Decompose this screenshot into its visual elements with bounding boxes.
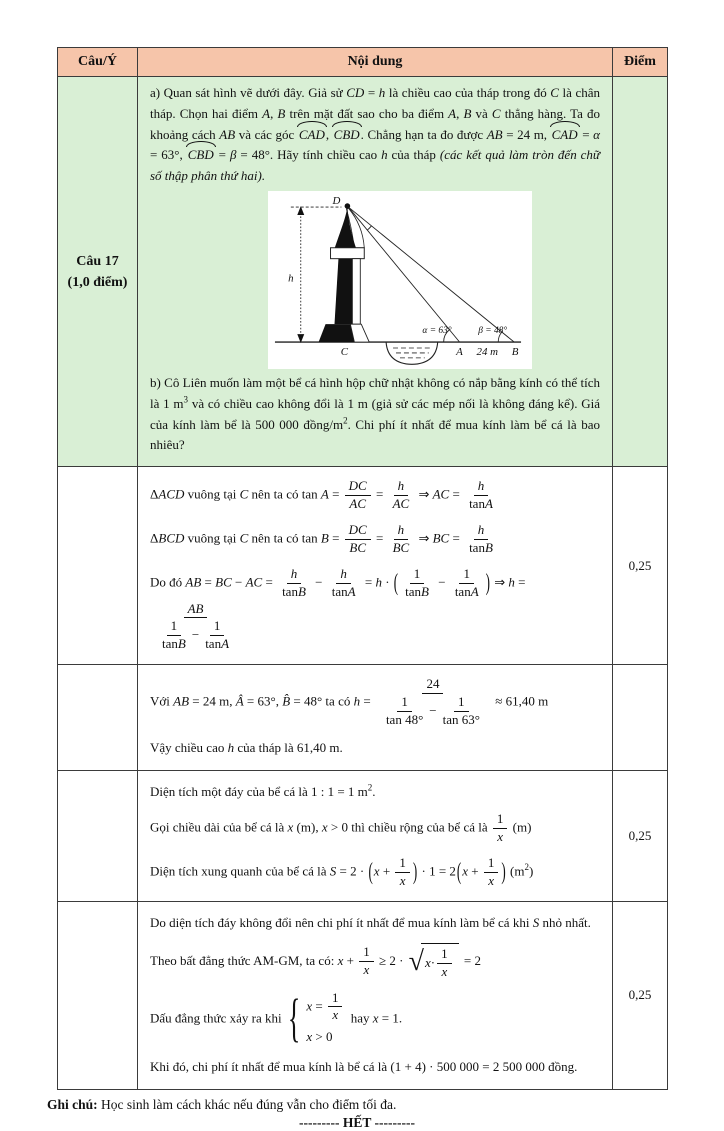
formula-line: Vậy chiều cao h của tháp là 61,40 m. [150, 739, 343, 755]
answer-row-3 [58, 770, 668, 901]
answer-4-content-cell [138, 902, 613, 1090]
answer-row-2 [58, 665, 668, 770]
tower-figure [268, 191, 532, 369]
answer-2-content-cell [138, 665, 613, 770]
answer-row-1 [58, 467, 668, 665]
figure-label-angle-a: α = 63° [422, 326, 452, 337]
answer-key-table [57, 47, 668, 1090]
footer-note-label: Ghi chú: [47, 1096, 98, 1112]
answer-3-score: 0,25 [613, 770, 668, 901]
collar [331, 248, 365, 259]
answer-4-id-cell [58, 902, 138, 1090]
table-header-row [58, 48, 668, 77]
question-content-cell [138, 77, 613, 467]
tower-silhouette [297, 203, 369, 343]
answer-3-content-cell [138, 770, 613, 901]
figure-label-distance: 24 m [476, 345, 499, 358]
formula-line: Diện tích một đáy của bể cá là 1 : 1 = 1 $m^2$. [150, 782, 376, 799]
formula-line: Khi đó, chi phí ít nhất để mua kính là bể cá là (1 + 4) · 500 000 = 2 500 000 đồng. [150, 1059, 578, 1075]
formula-line: Do đó AB = BC − AC = h tan B − h tan A = h · ( 1 tan B − 1 tan A ) ⇒ h = AB 1 tan B − 1 tan A [150, 565, 526, 652]
sight-line-db [348, 207, 514, 342]
figure-label-d: D [332, 195, 341, 208]
column-header-noi-dung: Nội dung [138, 48, 613, 77]
footer-note-text: Học sinh làm cách khác nếu đúng vẫn cho điểm tối đa. [97, 1096, 397, 1112]
formula-line: Do diện tích đáy không đổi nên chi phí ít nhất để mua kính làm bể cá khi S nhỏ nhất. [150, 915, 591, 931]
answer-2-id-cell [58, 665, 138, 770]
question-part-b: b) Cô Liên muốn làm một bể cá hình hộp chữ nhật không có nắp bằng kính có thể tích là 1 $m^3$ và có chiều cao không đổi là 1 m (giả sử các mép nối là không đáng kể). Giá của kính làm bể là 500 000 đồng/$m^2$. Chi phí ít nhất để mua kính làm bể cá là bao nhiêu? [150, 374, 600, 453]
figure-label-h: h [288, 272, 294, 285]
formula-line: ΔACD vuông tại C nên ta có tan A = $\frac{DC}{AC}$ = $\frac{h}{AC}$ ⇒ AC = h tan A [150, 478, 493, 512]
formula-line: Theo bất đẳng thức AM-GM, ta có: x + $\frac{1}{x}$ ≥ 2 · √ x · $\frac{1}{x}$ = 2 [150, 944, 481, 979]
question-score-cell [613, 77, 668, 467]
figure-label-angle-b: β = 48° [478, 326, 508, 337]
question-row [58, 77, 668, 467]
answer-3-id-cell [58, 770, 138, 901]
formula-line: Diện tích xung quanh của bể cá là S = 2 · (x + $\frac{1}{x}$ ) · 1 = 2(x + $\frac{1}{x}$ ) $(m^2)$ [150, 855, 534, 889]
tower-figure-svg [269, 193, 527, 369]
point-d-dot [345, 203, 351, 209]
question-number: Câu 17 [76, 253, 119, 269]
tower-base [319, 324, 355, 342]
answer-1-score: 0,25 [613, 467, 668, 665]
figure-label-b: B [511, 345, 519, 358]
tower-body-light [352, 259, 360, 324]
question-id-cell [58, 77, 138, 467]
formula-line: Gọi chiều dài của bể cá là x (m), x > 0 thì chiều rộng của bể cá là $\frac{1}{x}$ (m) [150, 811, 532, 845]
sight-line-da [348, 207, 459, 342]
column-header-cau-y: Câu/Ý [58, 48, 138, 77]
formula-line: Với AB = 24 m, Â = 63°, B̂ = 48° ta có h = 24 $\frac{1}{\tan 48^\circ}$ − $\frac{1}{\tan 63^\circ}$ ≈ 61,40 m [150, 676, 549, 727]
formula-line: ΔBCD vuông tại C nên ta có tan B = $\frac{DC}{BC}$ = $\frac{h}{BC}$ ⇒ BC = h tan B [150, 521, 493, 555]
angle-arc-at-d [367, 226, 371, 230]
figure-label-a: A [456, 345, 463, 358]
column-header-diem: Điểm [613, 48, 668, 77]
answer-1-content-cell [138, 467, 613, 665]
footer-end: --------- HẾT --------- [299, 1114, 415, 1130]
tower-body [334, 259, 352, 324]
figure-label-c: C [340, 345, 349, 358]
pond-water-lines [393, 348, 431, 358]
answer-4-score: 0,25 [613, 902, 668, 1090]
answer-2-score [613, 665, 668, 770]
question-part-a: a) Quan sát hình vẽ dưới đây. Giả sử CD = h là chiều cao của tháp trong đó C là chân tháp. Chọn hai điểm A, B trên mặt đất sao cho ba điểm A, B và C thẳng hàng. Ta đo khoảng cách AB và các góc CAD, CBD. Chẳng hạn ta đo được AB = 24 m, CAD = α = 63°, CBD = β = 48°. Hãy tính chiều cao h của tháp (các kết quả làm tròn đến chữ số thập phân thứ hai). [150, 85, 601, 184]
question-points: (1,0 điểm) [67, 274, 128, 290]
answer-row-4 [58, 902, 668, 1090]
answer-1-id-cell [58, 467, 138, 665]
formula-line: Dấu đẳng thức xảy ra khi { x = $\frac{1}{x}$ x > 0 hay x = 1. [150, 988, 403, 1048]
footer-note [47, 1097, 724, 1113]
